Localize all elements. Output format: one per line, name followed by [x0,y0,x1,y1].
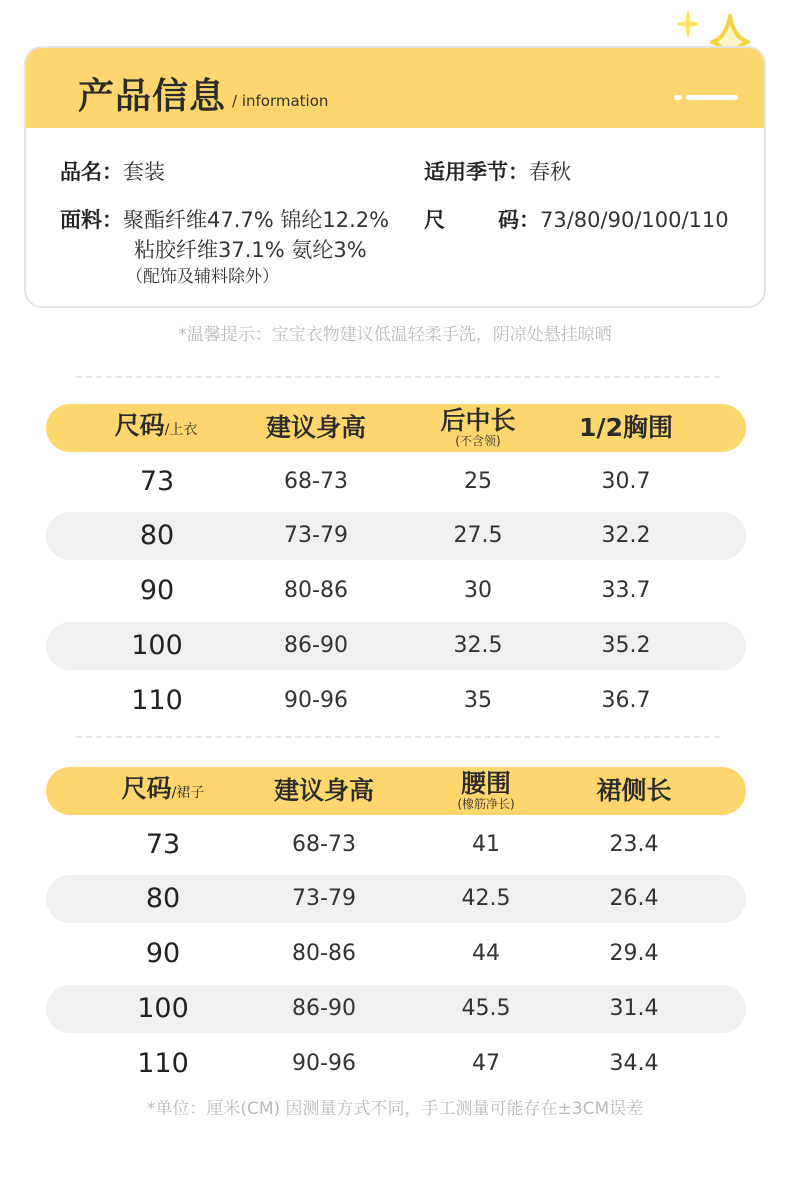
header-height [266,404,366,452]
header-size-label: 尺码 [114,411,165,440]
header-size [115,404,198,452]
decor-bar [686,95,738,100]
season-value: 春秋 [529,160,571,184]
divider [76,376,720,378]
cell-size: 73 [145,829,181,860]
cell-size: 73 [139,466,175,497]
cell-height: 80-86 [292,941,356,966]
header-waist [457,767,514,815]
header-back-length [440,404,515,452]
card-header [26,48,764,128]
decor-dot [674,95,682,100]
table-row [46,677,746,725]
care-tip: *温馨提示：宝宝衣物建议低温轻柔手洗，阴凉处悬挂晾晒 [178,325,612,345]
cell-size: 100 [137,993,189,1024]
info-season [424,156,571,186]
header-skirt-length [596,767,671,815]
cell-waist: 44 [472,941,500,966]
table-row [46,458,746,506]
header-height-label: 建议身高 [265,413,367,442]
info-name [60,156,165,186]
cell-waist: 41 [472,832,500,857]
header-height [274,767,374,815]
page-subtitle: / information [232,92,329,110]
table-row [46,1040,746,1088]
header-skirt-length-label: 裙侧长 [596,776,672,805]
fabric-note: （配饰及辅料除外） [126,267,279,287]
header-size-type: /上衣 [164,422,198,438]
product-info-card [24,46,766,308]
cell-waist: 42.5 [461,886,511,911]
cell-height: 73-79 [284,523,348,548]
cell-height: 86-90 [284,633,348,658]
unit-footnote: *单位：厘米(CM) 因测量方式不同，手工测量可能存在±3CM误差 [146,1099,644,1119]
size-value: 73/80/90/100/110 [540,208,729,232]
table-row [46,622,746,670]
cell-size: 100 [131,630,183,661]
fabric-label: 面料： [60,208,123,232]
cell-chest: 30.7 [601,469,651,494]
table-row [46,512,746,560]
cell-height: 90-96 [284,688,348,713]
cell-size: 90 [139,575,175,606]
info-fabric [60,204,389,234]
size-label-a: 尺 [424,208,445,232]
header-height-label: 建议身高 [273,776,375,805]
header-waist-label: 腰围 [460,769,511,798]
cell-skirt-length: 31.4 [609,996,659,1021]
table-row [46,821,746,869]
header-chest [579,404,673,452]
header-back-length-label: 后中长 [440,406,516,435]
table-header [46,767,746,815]
cell-height: 90-96 [292,1051,356,1076]
header-chest-label: 1/2胸围 [579,413,673,442]
header-back-length-note: (不含领) [455,434,501,448]
cell-back-length: 27.5 [453,523,503,548]
cell-size: 80 [139,520,175,551]
cell-skirt-length: 29.4 [609,941,659,966]
divider [76,736,720,738]
table-row [46,567,746,615]
cell-height: 80-86 [284,578,348,603]
cell-height: 73-79 [292,886,356,911]
cell-back-length: 32.5 [453,633,503,658]
fabric-line1: 聚酯纤维47.7% 锦纶12.2% [123,208,390,232]
header-size [122,767,205,815]
table-header [46,404,746,452]
fabric-line2: 粘胶纤维37.1% 氨纶3% [134,238,367,262]
cell-waist: 47 [472,1051,500,1076]
header-size-label: 尺码 [121,774,172,803]
cell-chest: 33.7 [601,578,651,603]
cell-size: 90 [145,938,181,969]
header-size-type: /裙子 [171,785,205,801]
cell-height: 68-73 [292,832,356,857]
info-size [424,204,445,234]
cell-height: 68-73 [284,469,348,494]
season-label: 适用季节： [424,160,529,184]
size-label-b: 码： [498,208,540,232]
cell-size: 110 [137,1048,189,1079]
info-size-value [498,204,729,234]
cell-height: 86-90 [292,996,356,1021]
cell-back-length: 35 [464,688,492,713]
table-row [46,985,746,1033]
cell-back-length: 30 [464,578,492,603]
cell-size: 110 [131,685,183,716]
page-title: 产品信息 [78,76,227,117]
cell-skirt-length: 26.4 [609,886,659,911]
table-row [46,875,746,923]
name-value: 套装 [123,160,165,184]
cell-skirt-length: 23.4 [609,832,659,857]
name-label: 品名： [60,160,123,184]
cell-skirt-length: 34.4 [609,1051,659,1076]
cell-chest: 35.2 [601,633,651,658]
cell-waist: 45.5 [461,996,511,1021]
cell-chest: 36.7 [601,688,651,713]
cell-size: 80 [145,883,181,914]
table-row [46,930,746,978]
cell-back-length: 25 [464,469,492,494]
header-waist-note: (橡筋净长) [457,797,515,811]
cell-chest: 32.2 [601,523,651,548]
